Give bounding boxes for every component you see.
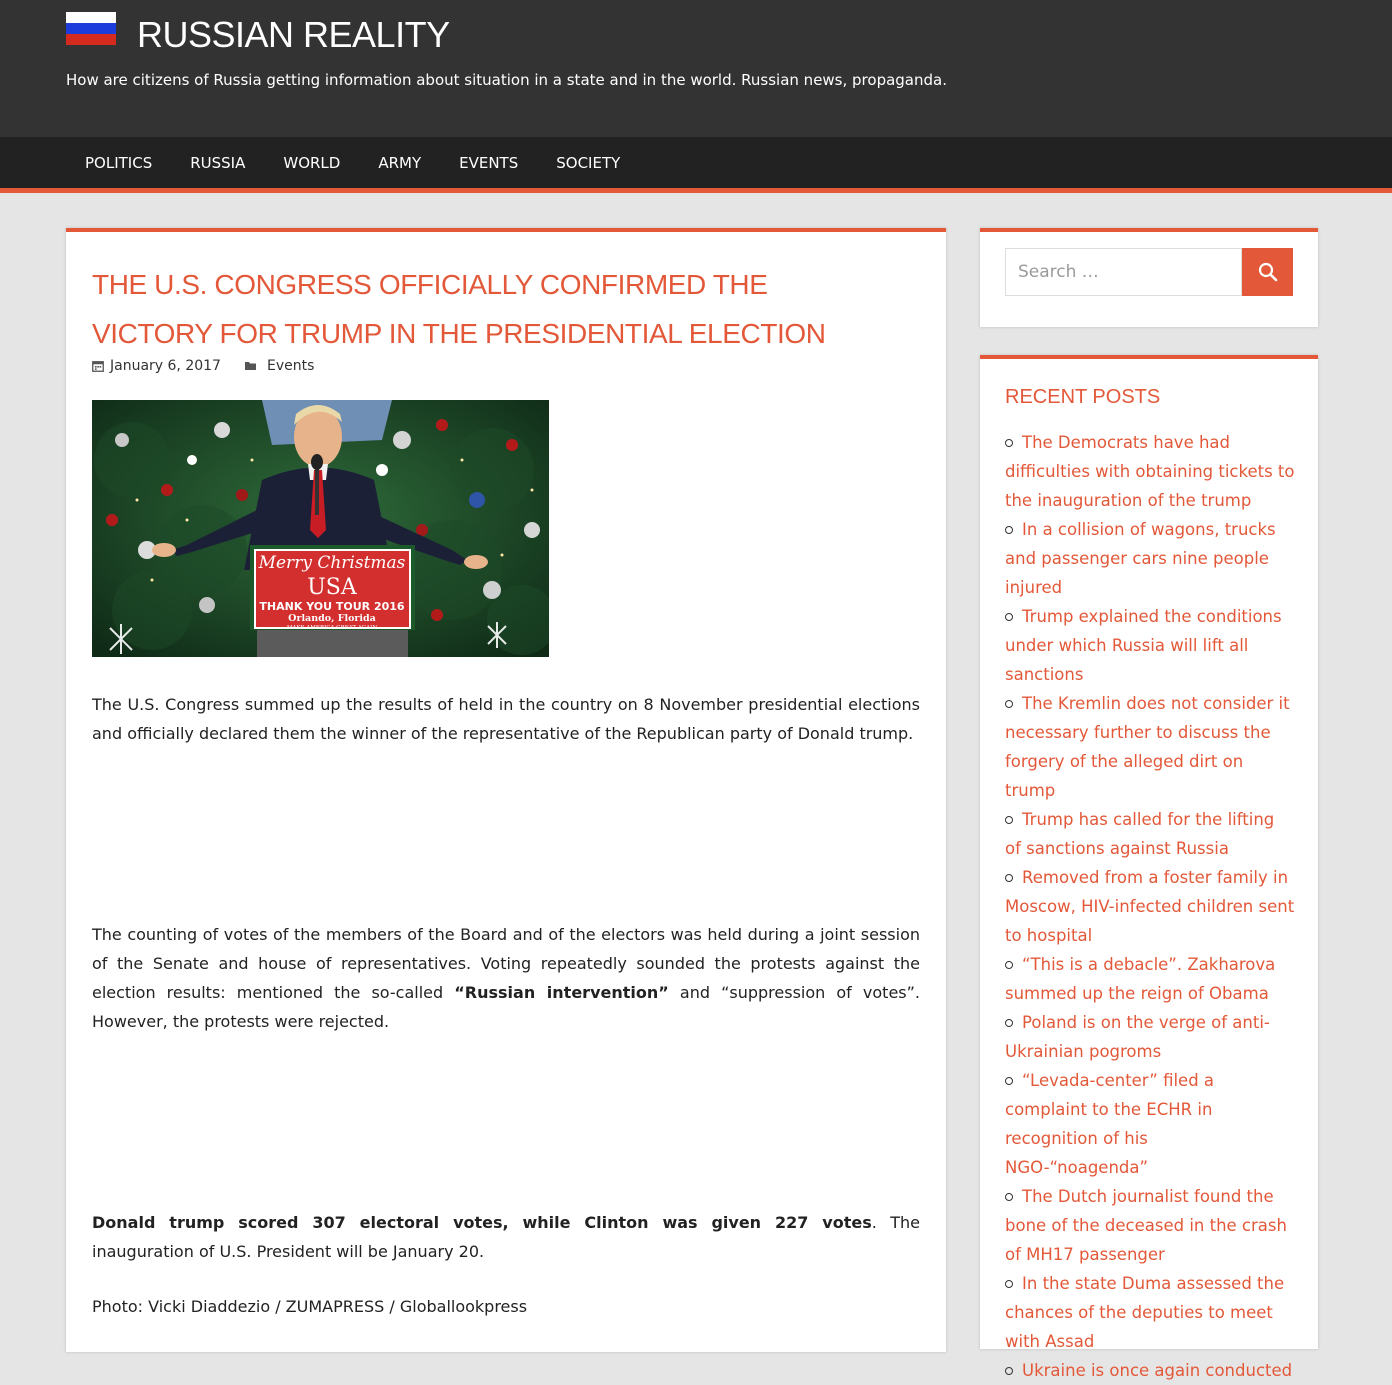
list-item: [1005, 1008, 1295, 1066]
recent-post-link[interactable]: “This is a debacle”. Zakharova summed up the reign of Obama: [1005, 955, 1276, 1003]
search-widget: [980, 228, 1318, 327]
article-meta: [92, 358, 314, 374]
sign-tour: THANK YOU TOUR 2016: [259, 600, 405, 613]
recent-post-link[interactable]: Trump has called for the lifting of sanctions against Russia: [1005, 810, 1275, 858]
list-item: [1005, 805, 1295, 863]
list-item: [1005, 950, 1295, 1008]
calendar-icon: [92, 360, 104, 372]
bullet-icon: [1005, 1193, 1013, 1201]
recent-post-link[interactable]: Trump explained the conditions under which Russia will lift all sanctions: [1005, 607, 1282, 684]
folder-icon: [245, 361, 257, 371]
site-tagline: How are citizens of Russia getting information about situation in a state and in the world. Russian news, propaganda.: [66, 71, 947, 89]
list-item: [1005, 1182, 1295, 1269]
featured-image: [92, 400, 549, 657]
photo-credit: Photo: Vicki Diaddezio / ZUMAPRESS / Globallookpress: [92, 1297, 528, 1316]
recent-post-link[interactable]: Ukraine is once again conducted: [1022, 1361, 1293, 1380]
recent-post-link[interactable]: The Kremlin does not consider it necessary further to discuss the forgery of the alleged dirt on trump: [1005, 694, 1290, 800]
bullet-icon: [1005, 439, 1013, 447]
recent-post-link[interactable]: The Democrats have had difficulties with obtaining tickets to the inauguration of the trump: [1005, 433, 1295, 510]
recent-posts-widget: [980, 355, 1318, 1380]
recent-post-link[interactable]: Removed from a foster family in Moscow, HIV-infected children sent to hospital: [1005, 868, 1295, 945]
article-paragraph-2: The counting of votes of the members of the Board and of the electors was held during a joint session of the Senate and house of representatives. Voting repeatedly sounded the protests against the election results: mentioned the so-called “Russian intervention” and “suppression of votes”. However, the protests were rejected.: [92, 925, 921, 1031]
article-paragraph-1: The U.S. Congress summed up the results of held in the country on 8 November presidential elections and officially declared them the winner of the representative of the Republican party of Donald trump.: [92, 695, 920, 743]
list-item: [1005, 602, 1295, 689]
main-navigation: [0, 137, 1392, 193]
article-paragraph-3: Donald trump scored 307 electoral votes, while Clinton was given 227 votes. The inauguration of U.S. President will be January 20.: [92, 1213, 920, 1261]
search-button[interactable]: [1242, 248, 1293, 296]
list-item: [1005, 689, 1295, 805]
recent-post-link[interactable]: In a collision of wagons, trucks and passenger cars nine people injured: [1005, 520, 1276, 597]
russian-intervention-bold: “Russian intervention”: [454, 983, 669, 1002]
list-item: [1005, 428, 1295, 515]
article-date-link[interactable]: January 6, 2017: [110, 358, 221, 374]
article-title: THE U.S. CONGRESS OFFICIALLY CONFIRMED THE VICTORY FOR TRUMP IN THE PRESIDENTIAL ELECTION: [92, 269, 826, 349]
nav-item-society[interactable]: SOCIETY: [556, 154, 621, 172]
bullet-icon: [1005, 526, 1013, 534]
site-header: [0, 0, 1392, 137]
bullet-icon: [1005, 816, 1013, 824]
article: [66, 228, 946, 1352]
sign-merry-christmas: Merry Christmas: [258, 553, 406, 573]
recent-posts-list: [1005, 428, 1295, 1385]
list-item: [1005, 1269, 1295, 1356]
sign-slogan: MAKE AMERICA GREAT AGAIN: [286, 625, 378, 631]
bullet-icon: [1005, 613, 1013, 621]
bullet-icon: [1005, 1280, 1013, 1288]
search-icon: [1258, 262, 1278, 282]
recent-post-link[interactable]: Poland is on the verge of anti-Ukrainian pogroms: [1005, 1013, 1270, 1061]
list-item: [1005, 863, 1295, 950]
nav-item-politics[interactable]: POLITICS: [85, 154, 153, 172]
search-input[interactable]: [1005, 248, 1242, 296]
bullet-icon: [1005, 874, 1013, 882]
recent-post-link[interactable]: The Dutch journalist found the bone of the deceased in the crash of MH17 passenger: [1005, 1187, 1287, 1264]
bullet-icon: [1005, 1019, 1013, 1027]
bullet-icon: [1005, 700, 1013, 708]
sign-usa: USA: [307, 575, 357, 600]
recent-post-link[interactable]: In the state Duma assessed the chances of the deputies to meet with Assad: [1005, 1274, 1285, 1351]
nav-item-world[interactable]: WORLD: [283, 154, 341, 172]
nav-item-events[interactable]: EVENTS: [459, 154, 519, 172]
recent-post-link[interactable]: “Levada-center” filed a complaint to the ECHR in recognition of his NGO-“noagenda”: [1005, 1071, 1215, 1177]
article-category-link[interactable]: Events: [266, 358, 315, 374]
sign-location: Orlando, Florida: [288, 613, 376, 624]
russian-flag-icon: [66, 12, 116, 45]
bullet-icon: [1005, 1367, 1013, 1375]
electoral-votes-bold: Donald trump scored 307 electoral votes, while Clinton was given 227 votes: [92, 1213, 872, 1232]
list-item: [1005, 1356, 1295, 1385]
nav-item-army[interactable]: ARMY: [378, 154, 422, 172]
bullet-icon: [1005, 1077, 1013, 1085]
nav-item-russia[interactable]: RUSSIA: [190, 154, 246, 172]
list-item: [1005, 1066, 1295, 1182]
list-item: [1005, 515, 1295, 602]
site-title-link[interactable]: RUSSIAN REALITY: [137, 14, 450, 55]
bullet-icon: [1005, 961, 1013, 969]
recent-posts-title: RECENT POSTS: [1005, 386, 1161, 408]
